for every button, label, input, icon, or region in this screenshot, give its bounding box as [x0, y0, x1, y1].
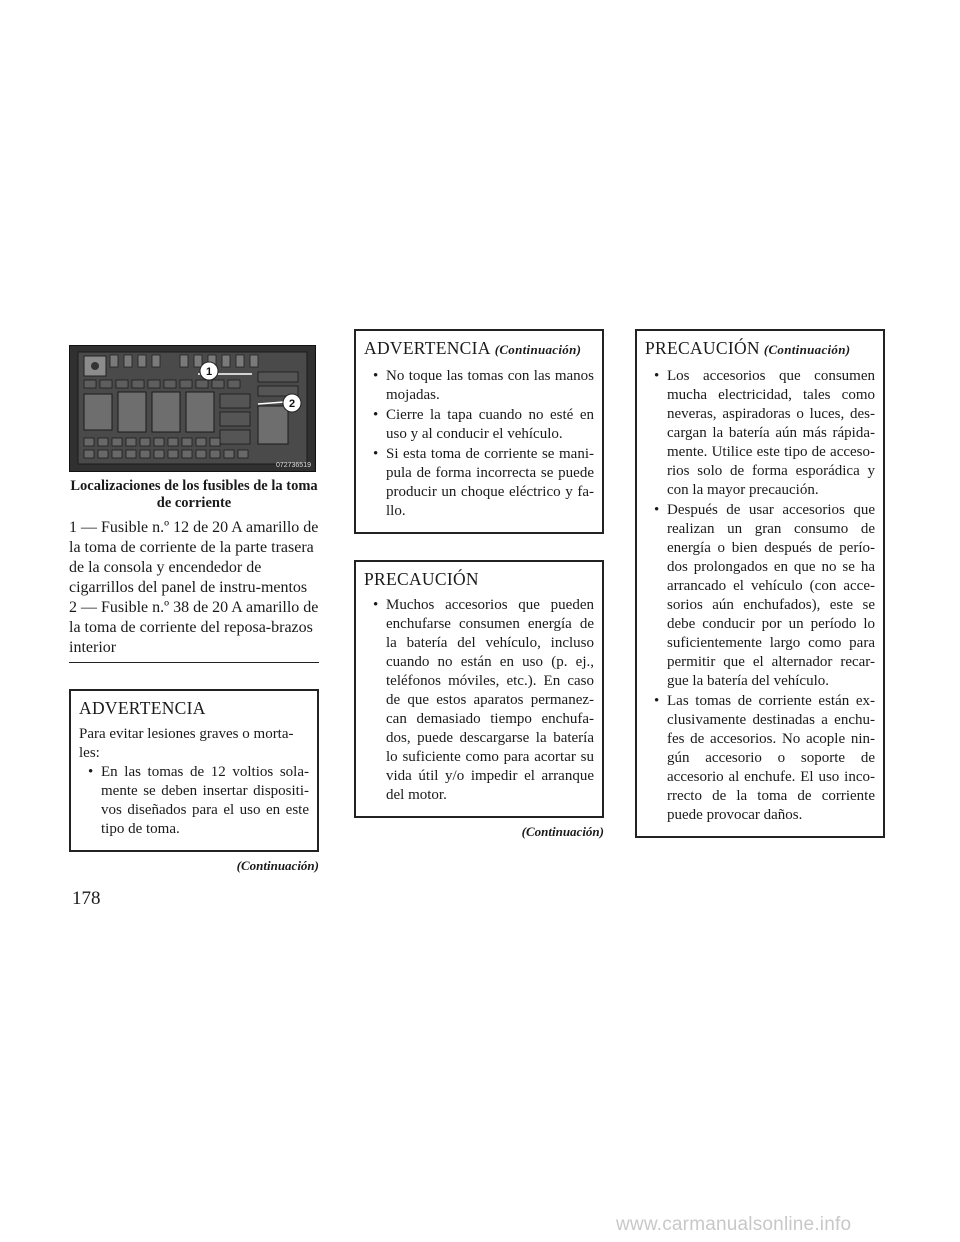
- caution-title: PRECAUCIÓN: [364, 569, 479, 589]
- warning-list: [79, 763, 309, 839]
- footer-watermark-link[interactable]: www.carmanualsonline.info: [616, 1214, 852, 1235]
- fuse-list-item-2: 2 — Fusible n.º 38 de 20 A amarillo de la toma de corriente del reposa-brazos interior: [69, 599, 319, 656]
- caution-list-continued: [645, 367, 875, 825]
- warning-item: • No toque las tomas con las manos mojadas.: [364, 367, 594, 405]
- callout-2-label: 2: [288, 398, 296, 410]
- section-divider: [69, 662, 319, 663]
- caution-item: • Los accesorios que consumen mucha electricidad, tales como neveras, aspiradoras o luces, des-cargan la batería aún más rápida-mente. Utilice este tipo de acceso-rios solo de forma esporádica y con la mayor precaución.: [645, 367, 875, 500]
- continued-label: (Continuación): [521, 824, 604, 839]
- caution-item: • Muchos accesorios que pueden enchufarse consumen energía de la batería del vehículo, incluso cuando no están en uso (p. ej., teléfonos móviles, etc.). En caso de que estos aparatos permanez-can demasiado tiempo enchufa-dos, puede descargarse la batería lo suficiente como para acortar su vida útil y/o impedir el arranque del motor.: [364, 596, 594, 805]
- warning-item: • Cierre la tapa cuando no esté en uso y al conducir el vehículo.: [364, 406, 594, 444]
- caution-title-text: PRECAUCIÓN: [645, 338, 760, 358]
- caution-box: [354, 560, 604, 818]
- figure-code: 072736519: [275, 462, 311, 469]
- caution-box-continued: [635, 329, 885, 838]
- right-column: [635, 329, 885, 838]
- continued-label: (Continuación): [236, 858, 319, 873]
- fuse-box-illustration: [70, 346, 315, 471]
- warning-title: ADVERTENCIA: [79, 698, 206, 718]
- middle-column: [354, 329, 604, 840]
- title-continued-note: (Continuación): [763, 342, 851, 357]
- figure-caption: Localizaciones de los fusibles de la toma de corriente: [70, 478, 318, 511]
- left-column: [69, 345, 319, 874]
- warning-item: • Si esta toma de corriente se mani-pula de forma incorrecta se puede producir un choque eléctrico y fa-llo.: [364, 445, 594, 521]
- fuse-box-figure: [69, 345, 316, 472]
- fuse-list-item-1: 1 — Fusible n.º 12 de 20 A amarillo de la toma de corriente de la parte trasera de la consola y encendedor de cigarrillos del panel de instru-mentos: [69, 519, 319, 596]
- warning-box-continued: [354, 329, 604, 534]
- title-continued-note: (Continuación): [494, 342, 582, 357]
- warning-title-continued: [364, 337, 594, 361]
- callout-1-label: 1: [205, 366, 213, 378]
- warning-box: [69, 689, 319, 852]
- caution-item: • Después de usar accesorios que realizan un gran consumo de energía o bien después de perío-dos prolongados en que no se ha arrancado el vehículo (con acce-sorios aún enchufados), este se debe conducir por un período lo suficientemente largo como para permitir que el alternador recar-gue la batería del vehículo.: [645, 501, 875, 691]
- caution-item: • Las tomas de corriente están ex-clusivamente destinadas a enchu-fes de accesorios. No acople nin-gún accesorio o soporte de accesorio al enchufe. El uso inco-rrecto de la toma de corriente puede provocar daños.: [645, 692, 875, 825]
- caution-title-continued: [645, 337, 875, 361]
- page-number: 178: [72, 888, 101, 909]
- caution-list: [364, 596, 594, 805]
- warning-title-text: ADVERTENCIA: [364, 338, 491, 358]
- warning-intro: Para evitar lesiones graves o morta-les:: [79, 726, 294, 761]
- warning-item: • En las tomas de 12 voltios sola-mente se deben insertar dispositi-vos diseñados para el uso en este tipo de toma.: [79, 763, 309, 839]
- warning-list-continued: [364, 367, 594, 521]
